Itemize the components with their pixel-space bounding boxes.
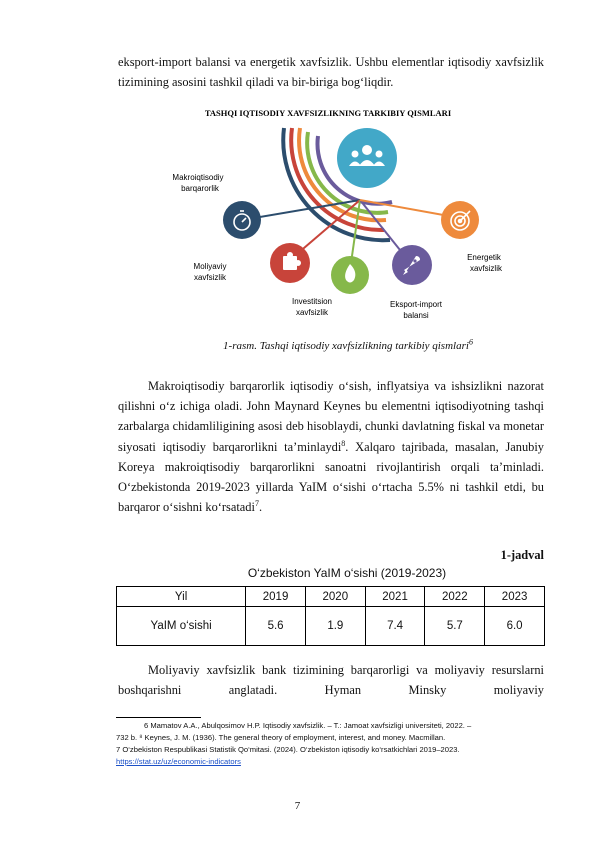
- figure-title: TASHQI IQTISODIY XAVFSIZLIKNING TARKIBIY QISMLARI: [204, 108, 452, 118]
- gdp-growth-table: [116, 586, 545, 646]
- label-macro-2: barqarorlik: [181, 184, 219, 193]
- footnote-7-link[interactable]: https://stat.uz/uz/economic-indicators: [116, 757, 241, 766]
- header-cell: Yil: [117, 587, 246, 607]
- footnote-6: 6 Mamatov A.A., Abulqosimov H.P. Iqtisodiy xavfsizlik. – T.: Jamoat xavfsizligi universiteti, 2022. –: [144, 721, 472, 730]
- footnote-divider: [116, 717, 201, 718]
- table-cell: 1.9: [305, 607, 365, 646]
- header-cell: 2023: [485, 587, 545, 607]
- footnote-7: 7 O‘zbekiston Respublikasi Statistik Qo‘mitasi. (2024). O‘zbekiston iqtisodiy ko‘rsatkichlari 2019–2023.: [116, 745, 460, 754]
- table-cell: 6.0: [485, 607, 545, 646]
- label-energy-2: xavfsizlik: [469, 264, 503, 273]
- page-number: 7: [294, 800, 301, 812]
- caption-text: 1-rasm. Tashqi iqtisodiy xavfsizlikning tarkibiy qismlari: [223, 340, 469, 352]
- table-row: [117, 607, 545, 646]
- caption-footnote-ref: 6: [468, 337, 473, 347]
- paragraph-finance: Moliyaviy xavfsizlik bank tizimining barqarorligi va moliyaviy resurslarni boshqarishni anglatadi. Hyman Minsky moliyaviy: [118, 663, 544, 698]
- label-export-1: Eksport-import: [389, 300, 443, 309]
- header-cell: 2020: [305, 587, 365, 607]
- paragraph-macro: [118, 376, 544, 517]
- paragraph-macro-text3: .: [258, 500, 263, 515]
- header-cell: 2021: [365, 587, 425, 607]
- label-finance-1: Moliyaviy: [193, 262, 227, 271]
- label-energy-1: Energetik: [467, 253, 501, 262]
- label-finance-2: xavfsizlik: [193, 273, 227, 282]
- footnote-ref-7: 7: [254, 499, 259, 509]
- table-title: O‘zbekiston YaIM o‘sishi (2019-2023): [247, 566, 447, 580]
- paragraph-macro-text1: Makroiqtisodiy barqarorlik iqtisodiy o‘sish, inflyatsiya va ishsizlikni nazorat qilishni o‘z ichiga oladi. John Maynard Keynes bu elementni iqtisodiyotning tashqi zarbalarga chidamliligining asosi deb hisoblaydi, chunki davlatning fiskal va monetar siyosati iqtisodiy barqarorlikni ta’minlaydi: [118, 379, 544, 454]
- paragraph-macro-text2: . Xalqaro tajribada, masalan, Janubiy Koreya makroiqtisodiy barqarorlikni sanoatni rivojlantirish orqali ta’minladi. O‘zbekistonda 2019-2023 yillarda YaIM o‘sishi o‘rtacha 5.5% ni tashkil etdi, bu barqaror o‘sishni ko‘rsatadi: [118, 439, 544, 515]
- header-cell: 2022: [425, 587, 485, 607]
- center-circle: [337, 128, 397, 188]
- label-invest-2: xavfsizlik: [295, 308, 329, 317]
- footnote-6-cont: 732 b. ⁸ Keynes, J. M. (1936). The general theory of employment, interest, and money. Macmillan.: [116, 733, 446, 742]
- footnote-ref-8: 8: [341, 438, 346, 448]
- table-cell: 5.6: [246, 607, 306, 646]
- row-label: YaIM o‘sishi: [117, 607, 246, 646]
- table-cell: 5.7: [425, 607, 485, 646]
- label-export-2: balansi: [403, 311, 429, 320]
- label-invest-1: Investitsion: [291, 297, 333, 306]
- label-macro-1: Makroiqtisodiy: [172, 173, 224, 182]
- figure-caption: [118, 337, 578, 352]
- table-cell: 7.4: [365, 607, 425, 646]
- intro-paragraph: eksport-import balansi va energetik xavfsizlik. Ushbu elementlar iqtisodiy xavfsizlik tizimining asosini tashkil qiladi va bir-biriga bog‘liqdir.: [118, 55, 544, 90]
- header-cell: 2019: [246, 587, 306, 607]
- macro-circle: [223, 201, 261, 239]
- footnotes: [116, 720, 556, 768]
- table-number: 1-jadval: [500, 548, 544, 562]
- components-diagram: [160, 100, 520, 332]
- table-header-row: [117, 587, 545, 607]
